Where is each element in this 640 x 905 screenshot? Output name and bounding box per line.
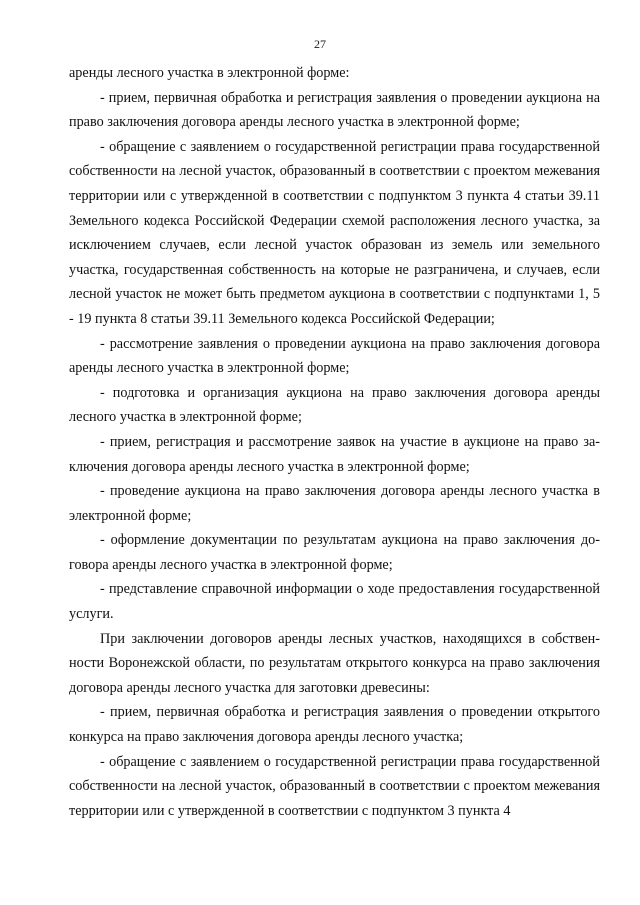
list-item-auction-documentation: - оформление документации по результатам аукциона на право заключения договора аренды лесного участка в электронной форме; <box>69 532 600 573</box>
list-item-auction-preparation: - подготовка и организация аукциона на право заключения договора аренды лесного участка в электронной форме; <box>69 384 600 426</box>
list-item-tender-state-registration: - обращение с заявлением о государственной регистрации права государственной собственности на лесной участок, образованный в соответствии с проектом межевания территории или с утвержденной в соответствии с подпунктом 3 пункта 4 <box>69 753 600 819</box>
list-item-application-review: - рассмотрение заявления о проведении аукциона на право заключения договора аренды лесного участка в электронной форме; <box>69 335 600 377</box>
paragraph-continuation: аренды лесного участка в электронной форме: <box>69 65 350 81</box>
paragraph-open-tender-intro: При заключении договоров аренды лесных участков, находящихся в собственности Воронежской области, по результатам открытого конкурса на право заключения договора аренды лесного участка для заготовки древесины: <box>69 630 600 696</box>
list-item-application-intake: - прием, первичная обработка и регистрация заявления о проведении аукциона на право заключения договора аренды лесного участка в электронной форме; <box>69 89 600 131</box>
list-item-bid-registration: - прием, регистрация и рассмотрение заявок на участие в аукционе на право заключения договора аренды лесного участка в электронной форме; <box>69 433 600 475</box>
page-number: 27 <box>314 37 326 51</box>
document-body <box>69 61 600 823</box>
list-item-reference-info: - представление справочной информации о ходе предоставления государственной услуги. <box>69 581 600 623</box>
list-item-tender-application-intake: - прием, первичная обработка и регистрация заявления о проведении открытого конкурса на право заключения договора аренды лесного участка; <box>69 704 600 746</box>
list-item-auction-conduct: - проведение аукциона на право заключения договора аренды лесного участка в электронной форме; <box>69 483 600 524</box>
list-item-state-registration: - обращение с заявлением о государственной регистрации права государственной собственности на лесной участок, образованный в соответствии с проектом межевания территории или с утвержденной в соответствии с подпунктом 3 пункта 4 статьи 39.11 Земельного кодекса Российской Федерации схемой расположения лесного участка, за исключением случаев, если лесной участок образован из земель или земельного участка, государственная собственность на которые не разграничена, и случаев, если лесной участок не может быть предметом аукциона в соответствии с подпунктами 1, 5 - 19 пункта 8 статьи 39.11 Земельного кодекса Российской Федерации; <box>69 138 600 327</box>
